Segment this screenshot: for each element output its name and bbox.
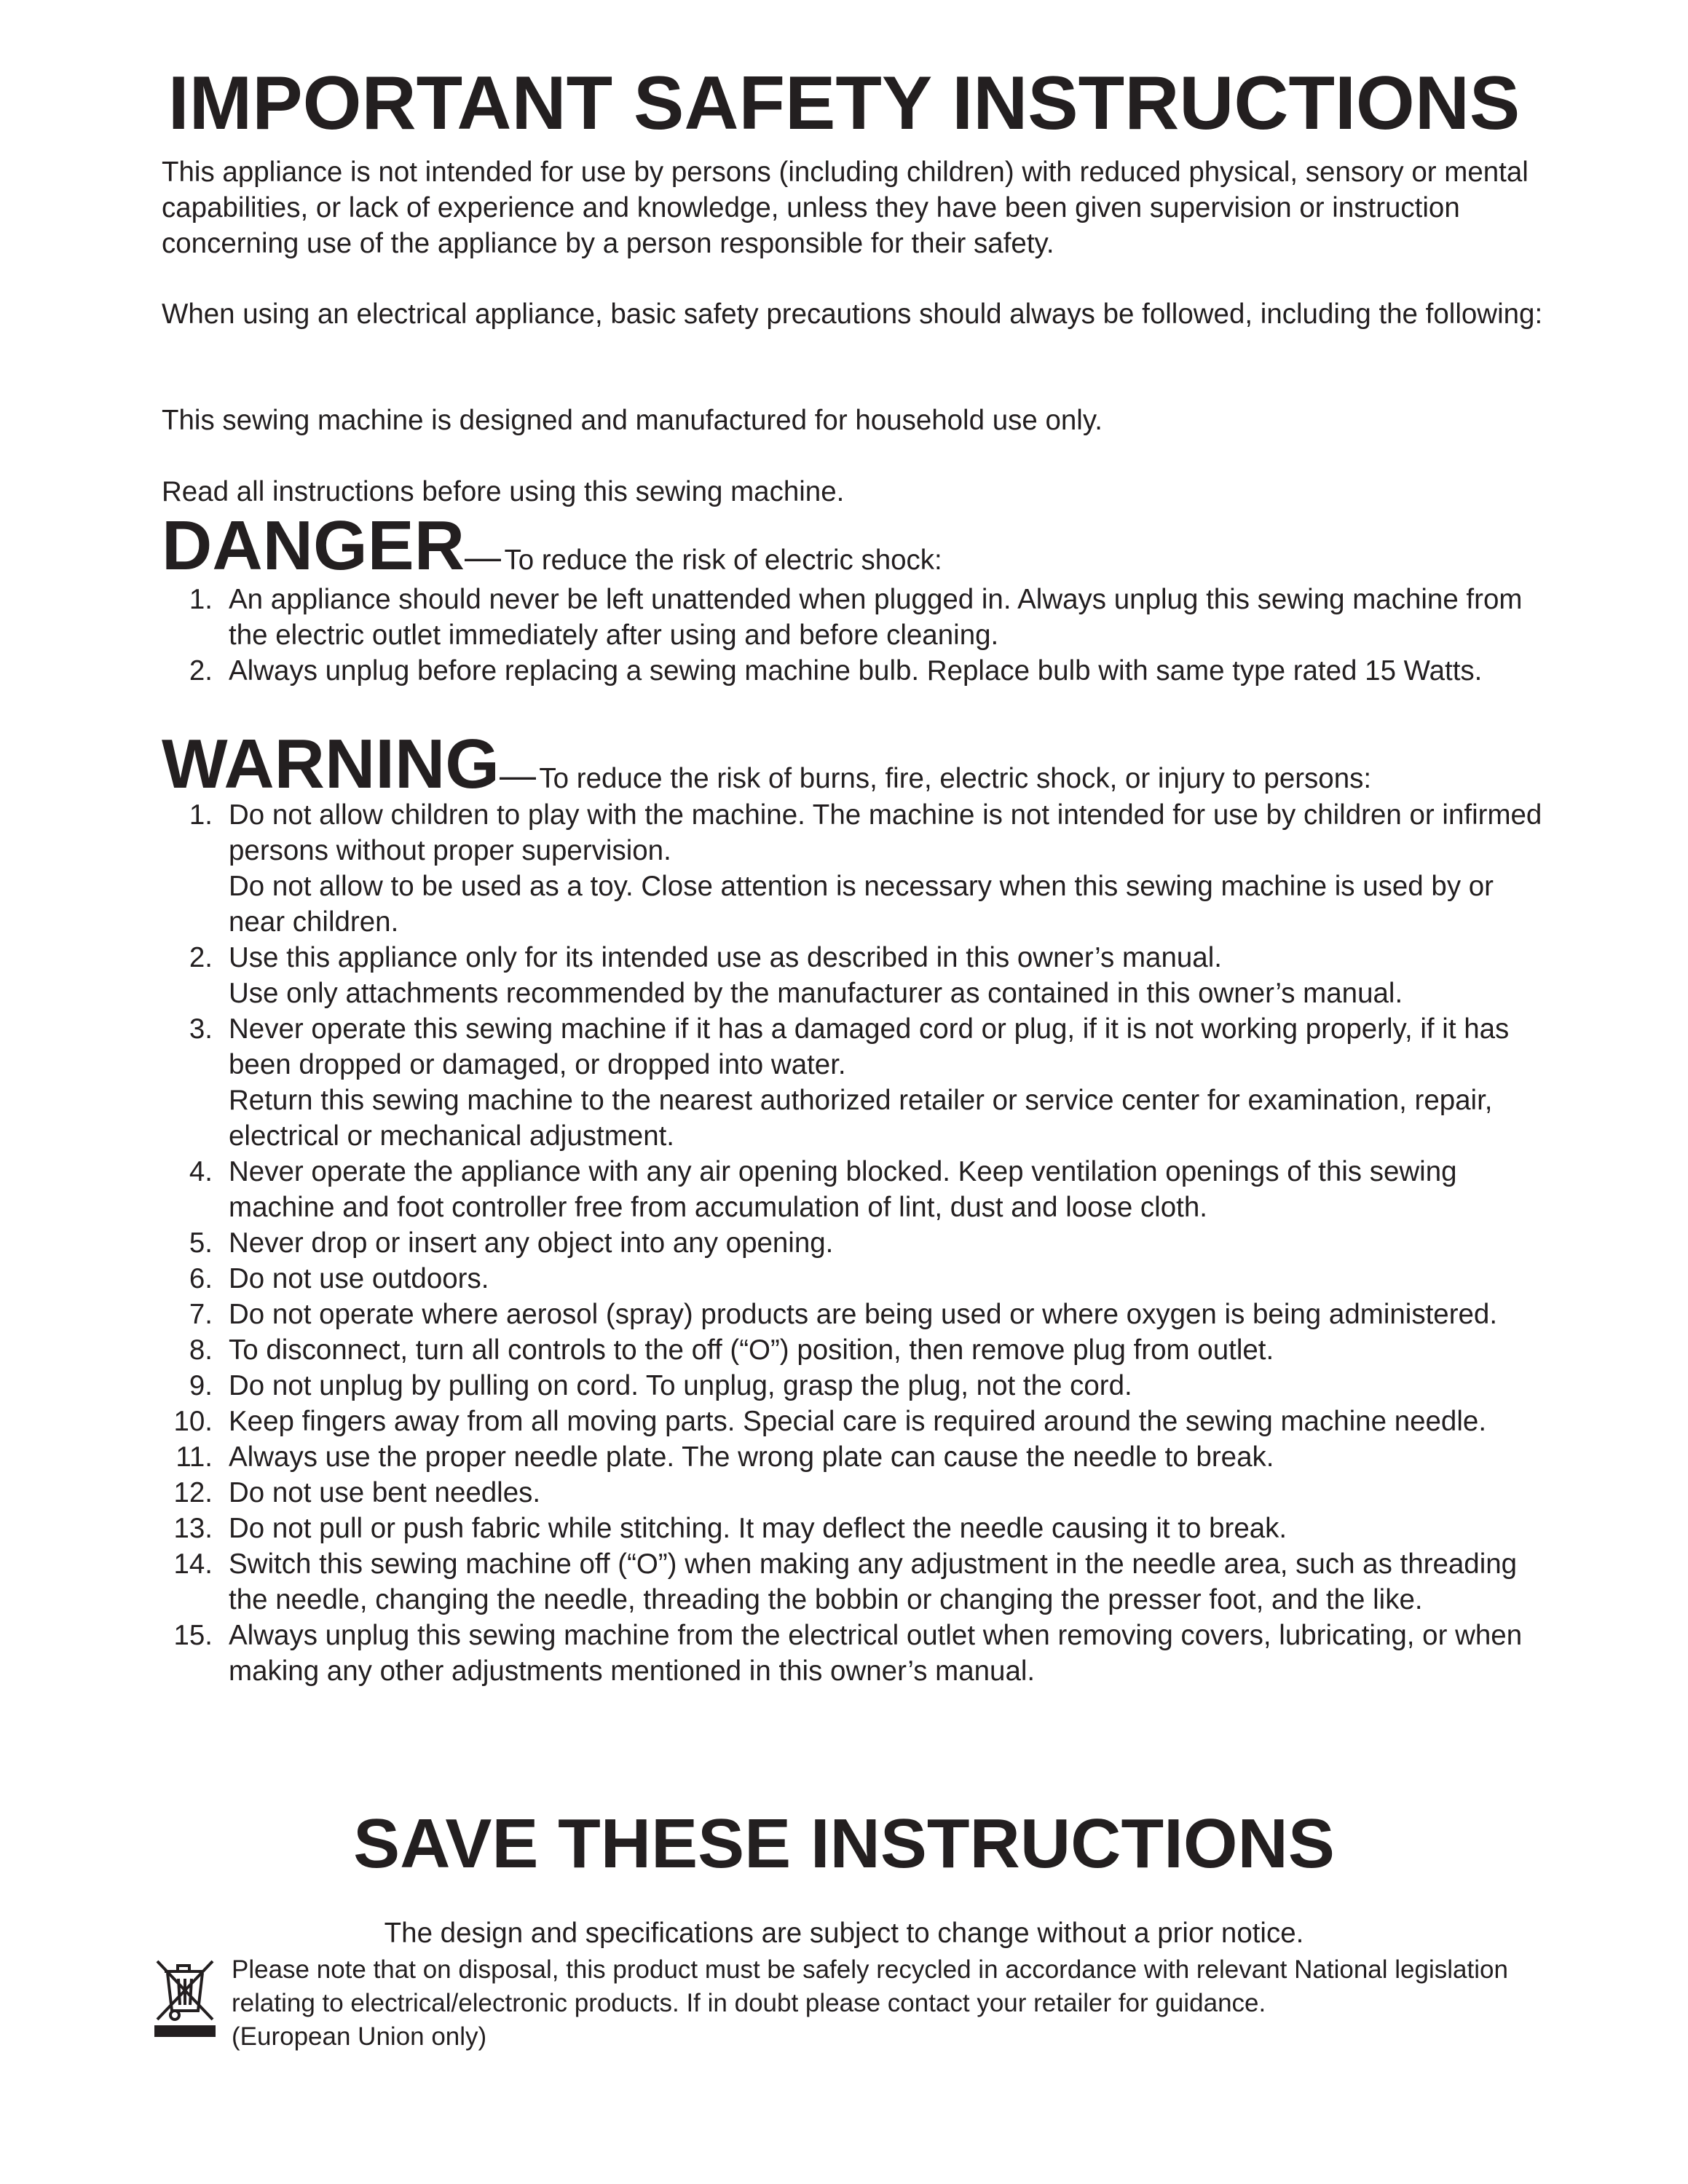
warning-item [162,1404,1553,1439]
intro-paragraph-2: When using an electrical appliance, basic safety precautions should always be followed, including the following: [162,298,1543,330]
warning-item-text: Do not use outdoors. [229,1263,489,1294]
warning-item-number: 3. [189,1013,213,1045]
warning-item-text: Use this appliance only for its intended use as described in this owner’s manual. [229,942,1222,973]
warning-item-number: 1. [189,799,213,831]
danger-list [162,582,1553,689]
warning-item-text: Return this sewing machine to the nearest authorized retailer or service center for examination, repair, electrical or mechanical adjustment. [229,1085,1493,1152]
danger-item-text: An appliance should never be left unattended when plugged in. Always unplug this sewing machine from the electric outlet immediately after using and before cleaning. [229,584,1523,651]
warning-item [162,1225,1553,1261]
danger-word: DANGER [162,507,465,585]
warning-item [162,1297,1553,1332]
warning-item-text: Always use the proper needle plate. The wrong plate can cause the needle to break. [229,1441,1274,1473]
warning-item [162,940,1553,1011]
warning-word: WARNING [162,725,500,803]
warning-item [162,1439,1553,1475]
danger-subtitle: To reduce the risk of electric shock: [504,545,942,576]
warning-item [162,1475,1553,1511]
disposal-notice [232,1953,1542,2054]
warning-item-text: Always unplug this sewing machine from the electrical outlet when removing covers, lubricating, or when making any other adjustments mentioned in this owner’s manual. [229,1620,1523,1687]
warning-item [162,1011,1553,1154]
warning-item-number: 12. [173,1477,213,1508]
intro-paragraph-4: Read all instructions before using this sewing machine. [162,476,845,507]
warning-item-text: Do not allow to be used as a toy. Close attention is necessary when this sewing machine is used by or near children. [229,871,1494,938]
warning-item-text: Do not unplug by pulling on cord. To unplug, grasp the plug, not the cord. [229,1370,1132,1401]
danger-item [162,653,1553,689]
page-title: IMPORTANT SAFETY INSTRUCTIONS [167,61,1521,146]
warning-item-number: 4. [189,1156,213,1187]
warning-item-number: 15. [173,1620,213,1651]
disposal-text: Please note that on disposal, this product must be safely recycled in accordance with relevant National legislation relating to electrical/electronic products. If in doubt please contact your retailer for guidance. [232,1955,1508,2017]
intro-paragraph-1: This appliance is not intended for use by persons (including children) with reduced physical, sensory or mental capabilities, or lack of experience and knowledge, unless they have been given supervision or instruction concerning use of the appliance by a person responsible for their safety. [162,157,1529,259]
warning-item-text: To disconnect, turn all controls to the off (“O”) position, then remove plug from outlet. [229,1334,1274,1366]
warning-item-number: 5. [189,1227,213,1259]
warning-item-text: Do not allow children to play with the machine. The machine is not intended for use by children or infirmed persons without proper supervision. [229,799,1542,866]
warning-item-number: 11. [175,1441,213,1473]
warning-item [162,1546,1553,1618]
warning-item-number: 7. [189,1299,213,1330]
warning-item [162,1261,1553,1297]
warning-item-number: 10. [173,1406,213,1437]
warning-item [162,1368,1553,1404]
warning-subtitle: To reduce the risk of burns, fire, electric shock, or injury to persons: [539,763,1372,794]
warning-item [162,797,1553,940]
warning-item-number: 13. [173,1513,213,1544]
warning-dash: — [499,755,536,796]
warning-item-number: 6. [189,1263,213,1294]
danger-item [162,582,1553,653]
disposal-region-note: (European Union only) [232,2022,487,2051]
warning-list [162,797,1553,1689]
crossed-out-wheelie-bin-icon [154,1957,216,2037]
warning-item-number: 8. [189,1334,213,1366]
warning-item [162,1332,1553,1368]
specification-notice: The design and specifications are subject to change without a prior notice. [384,1917,1304,1949]
danger-item-number: 2. [189,655,213,687]
danger-heading [162,507,942,585]
warning-item-number: 9. [189,1370,213,1401]
intro-paragraph-3: This sewing machine is designed and manufactured for household use only. [162,405,1103,436]
warning-item-text: Never operate the appliance with any air opening blocked. Keep ventilation openings of this sewing machine and foot controller free from accumulation of lint, dust and loose cloth. [229,1156,1457,1223]
danger-item-text: Always unplug before replacing a sewing machine bulb. Replace bulb with same type rated 15 Watts. [229,655,1483,687]
warning-item [162,1618,1553,1689]
warning-item-text: Do not use bent needles. [229,1477,541,1508]
warning-item-text: Never operate this sewing machine if it has a damaged cord or plug, if it is not working properly, if it has been dropped or damaged, or dropped into water. [229,1013,1510,1080]
warning-item-text: Never drop or insert any object into any opening. [229,1227,834,1259]
danger-item-number: 1. [189,584,213,615]
warning-item-number: 14. [173,1548,213,1580]
warning-item-text: Use only attachments recommended by the manufacturer as contained in this owner’s manual. [229,978,1403,1009]
warning-item-text: Do not operate where aerosol (spray) products are being used or where oxygen is being administered. [229,1299,1498,1330]
warning-item [162,1511,1553,1546]
save-instructions-title: SAVE THESE INSTRUCTIONS [353,1805,1335,1883]
warning-item-text: Switch this sewing machine off (“O”) when making any adjustment in the needle area, such as threading the needle, changing the needle, threading the bobbin or changing the presser foot, and the like. [229,1548,1518,1615]
warning-item-text: Keep fingers away from all moving parts. Special care is required around the sewing machine needle. [229,1406,1487,1437]
warning-heading [162,725,1372,803]
warning-item-text: Do not pull or push fabric while stitching. It may deflect the needle causing it to break. [229,1513,1287,1544]
danger-dash: — [465,537,502,577]
warning-item-number: 2. [189,942,213,973]
warning-item [162,1154,1553,1225]
